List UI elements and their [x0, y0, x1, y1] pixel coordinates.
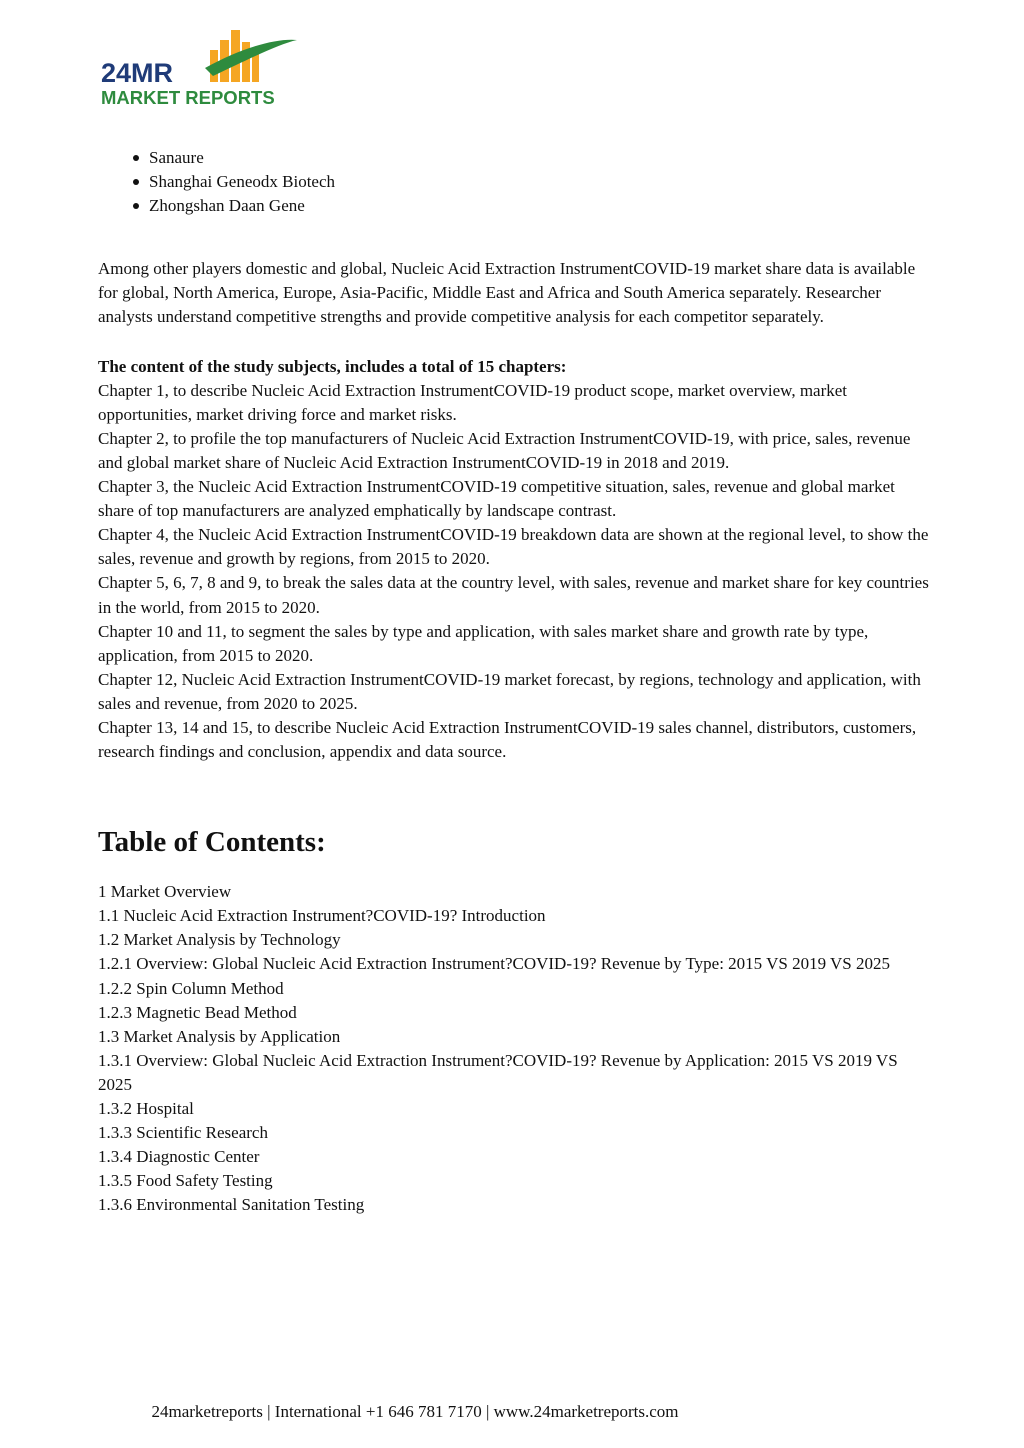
logo-bar: [242, 42, 250, 82]
brand-logo-graphic: [101, 28, 306, 108]
intro-paragraph: Among other players domestic and global, Nucleic Acid Extraction InstrumentCOVID-19 market share data is available for global, North America, Europe, Asia-Pacific, Middle East and Africa and South America separately. Researcher analysts understand competitive strengths and provide competitive analysis for each competitor separately.: [98, 259, 916, 327]
logo-text-top: 24MR: [101, 58, 174, 88]
toc-item: 1.3 Market Analysis by Application: [98, 1026, 341, 1046]
chapter-description: Chapter 2, to profile the top manufacturers of Nucleic Acid Extraction InstrumentCOVID-19, with price, sales, revenue and global market share of Nucleic Acid Extraction InstrumentCOVID-19 in 2018 and 2019.: [98, 428, 911, 472]
company-list-item: Zhongshan Daan Gene: [98, 194, 930, 218]
toc-list: [98, 880, 930, 1217]
chapter-description: Chapter 13, 14 and 15, to describe Nucleic Acid Extraction InstrumentCOVID-19 sales channel, distributors, customers, research findings and conclusion, appendix and data source.: [98, 717, 917, 762]
toc-item: 1 Market Overview: [98, 882, 232, 902]
toc-item: 1.3.3 Scientific Research: [98, 1123, 268, 1143]
page-footer: 24marketreports | International +1 646 781 7170 | www.24marketreports.com: [151, 1402, 679, 1421]
toc-item: 1.3.4 Diagnostic Center: [98, 1147, 260, 1167]
toc-item: 1.3.5 Food Safety Testing: [98, 1171, 273, 1191]
chapter-description: Chapter 4, the Nucleic Acid Extraction InstrumentCOVID-19 breakdown data are shown at the regional level, to show the sales, revenue and growth by regions, from 2015 to 2020.: [98, 525, 929, 569]
toc-item: 1.3.6 Environmental Sanitation Testing: [98, 1195, 365, 1215]
toc-item: 1.2.1 Overview: Global Nucleic Acid Extraction Instrument?COVID-19? Revenue by Type: 2015 VS 2019 VS 2025: [98, 954, 891, 974]
chapter-list: [98, 379, 930, 765]
brand-logo: [101, 28, 306, 108]
toc-item: 1.3.2 Hospital: [98, 1099, 194, 1118]
study-lead: The content of the study subjects, includes a total of 15 chapters:: [98, 356, 567, 376]
toc-item: 1.2.3 Magnetic Bead Method: [98, 1002, 297, 1022]
chapter-description: Chapter 5, 6, 7, 8 and 9, to break the sales data at the country level, with sales, revenue and market share for key countries in the world, from 2015 to 2020.: [98, 573, 929, 617]
logo-text-bottom: MARKET REPORTS: [101, 87, 275, 108]
toc-heading: Table of Contents:: [98, 826, 326, 859]
chapter-description: Chapter 10 and 11, to segment the sales by type and application, with sales market share and growth rate by type, application, from 2015 to 2020.: [98, 621, 869, 665]
chapter-description: Chapter 1, to describe Nucleic Acid Extraction InstrumentCOVID-19 product scope, market overview, market opportunities, market driving force and market risks.: [98, 380, 848, 424]
toc-item: 1.3.1 Overview: Global Nucleic Acid Extraction Instrument?COVID-19? Revenue by Application: 2015 VS 2019 VS 2025: [98, 1050, 898, 1094]
toc-item: 1.2 Market Analysis by Technology: [98, 930, 341, 950]
company-list: [98, 146, 930, 218]
toc-item: 1.1 Nucleic Acid Extraction Instrument?COVID-19? Introduction: [98, 906, 546, 926]
study-chapters: [98, 355, 930, 765]
chapter-description: Chapter 3, the Nucleic Acid Extraction InstrumentCOVID-19 competitive situation, sales, revenue and global market share of top manufacturers are analyzed emphatically by landscape contrast.: [98, 477, 895, 521]
logo-swoosh: [205, 40, 297, 76]
toc-item: 1.2.2 Spin Column Method: [98, 978, 284, 998]
company-list-item: Sanaure: [98, 146, 930, 170]
chapter-description: Chapter 12, Nucleic Acid Extraction InstrumentCOVID-19 market forecast, by regions, technology and application, with sales and revenue, from 2020 to 2025.: [98, 669, 921, 713]
document-body: [98, 146, 930, 1217]
company-list-item: Shanghai Geneodx Biotech: [98, 170, 930, 194]
logo-bar: [252, 54, 259, 82]
